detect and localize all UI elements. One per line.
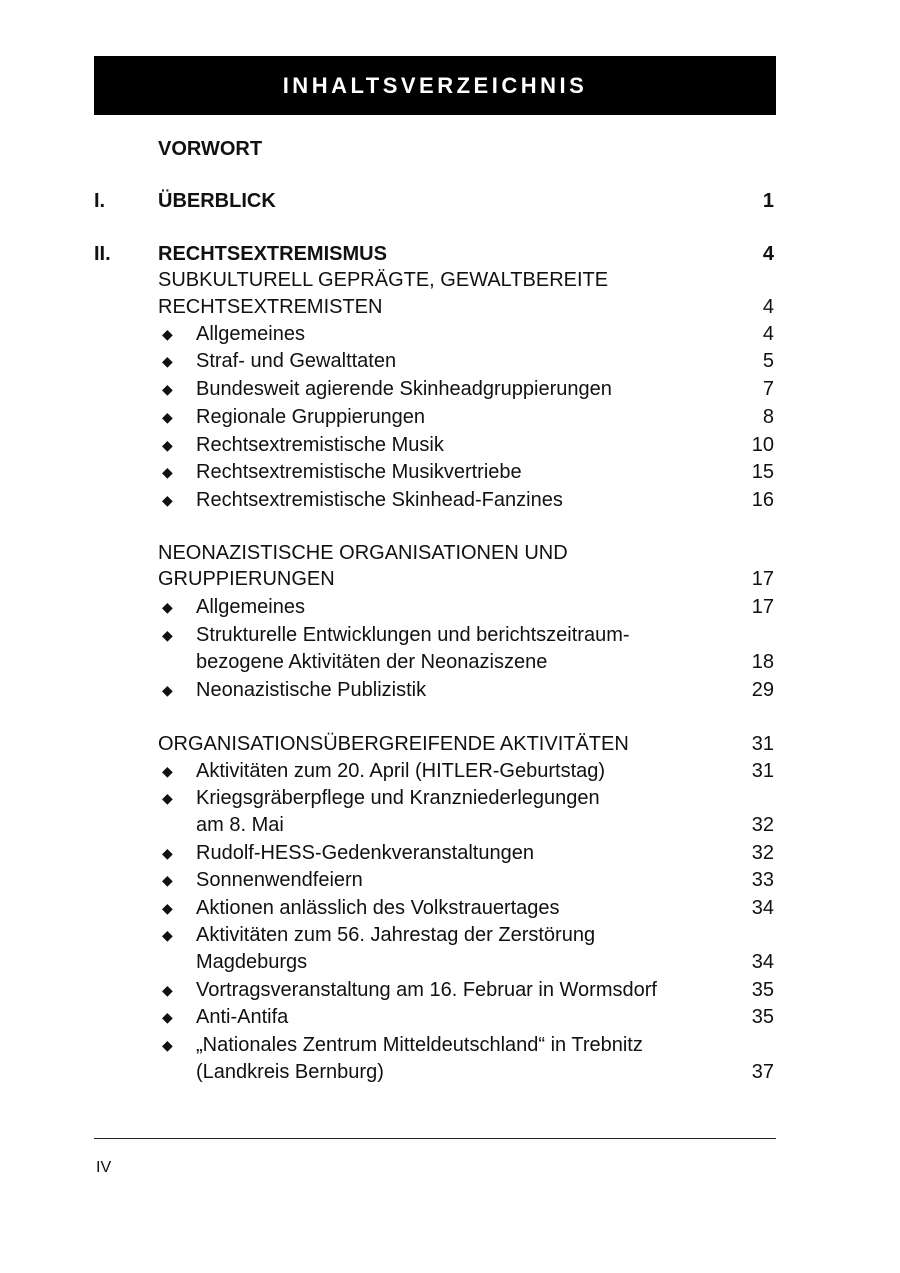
- page-number: 35: [751, 1006, 774, 1028]
- toc-group-heading: [0, 267, 900, 293]
- toc-item-text: bezogene Aktivitäten der Neonaziszene: [196, 651, 548, 673]
- toc-item: [0, 840, 900, 866]
- group-heading-line: ORGANISATIONSÜBERGREIFENDE AKTIVITÄTEN: [158, 733, 629, 755]
- toc-item: [0, 895, 900, 921]
- toc-item-text: Anti-Antifa: [196, 1006, 289, 1028]
- page-number: 4: [762, 296, 774, 318]
- section-number: I.: [94, 190, 106, 212]
- diamond-bullet-icon: ◆: [162, 381, 173, 397]
- toc-item: [0, 459, 900, 485]
- toc-item: [0, 1004, 900, 1030]
- page-number: 15: [751, 461, 774, 483]
- toc-item: [0, 321, 900, 347]
- diamond-bullet-icon: ◆: [162, 1009, 173, 1025]
- diamond-bullet-icon: ◆: [162, 790, 173, 806]
- diamond-bullet-icon: ◆: [162, 682, 173, 698]
- toc-item: [0, 867, 900, 893]
- diamond-bullet-icon: ◆: [162, 492, 173, 508]
- page-number: 34: [751, 951, 774, 973]
- diamond-bullet-icon: ◆: [162, 845, 173, 861]
- toc-item-text: Aktivitäten zum 56. Jahrestag der Zerstörung: [196, 924, 596, 946]
- page-number: 7: [762, 378, 774, 400]
- toc-section-2: [0, 241, 900, 267]
- diamond-bullet-icon: ◆: [162, 1037, 173, 1053]
- group-heading-line: RECHTSEXTREMISTEN: [158, 296, 383, 318]
- toc-item-text: Rechtsextremistische Skinhead-Fanzines: [196, 489, 563, 511]
- group-heading-line: NEONAZISTISCHE ORGANISATIONEN UND: [158, 542, 568, 564]
- page-number: 31: [751, 733, 774, 755]
- group-heading-line: GRUPPIERUNGEN: [158, 568, 335, 590]
- page-title: INHALTSVERZEICHNIS: [94, 56, 776, 115]
- toc-item: [0, 487, 900, 513]
- toc-item-text: Sonnenwendfeiern: [196, 869, 363, 891]
- toc-item-text: Rudolf-HESS-Gedenkveranstaltungen: [196, 842, 534, 864]
- footer-page-number: IV: [96, 1159, 112, 1176]
- diamond-bullet-icon: ◆: [162, 900, 173, 916]
- page-number: 29: [751, 679, 774, 701]
- toc-item: [0, 977, 900, 1003]
- section-title: ÜBERBLICK: [158, 190, 276, 212]
- page-number: 31: [751, 760, 774, 782]
- toc-item-text: Allgemeines: [196, 323, 305, 345]
- group-heading-line: SUBKULTURELL GEPRÄGTE, GEWALTBEREITE: [158, 269, 609, 291]
- diamond-bullet-icon: ◆: [162, 437, 173, 453]
- toc-item: [0, 348, 900, 374]
- toc-item-continuation: [0, 1059, 900, 1085]
- page-number: 10: [751, 434, 774, 456]
- toc-item: [0, 922, 900, 948]
- toc-item-text: Kriegsgräberpflege und Kranzniederlegungen: [196, 787, 600, 809]
- section-number: II.: [94, 243, 111, 265]
- toc-item-text: Rechtsextremistische Musik: [196, 434, 444, 456]
- diamond-bullet-icon: ◆: [162, 763, 173, 779]
- toc-item-text: Vortragsveranstaltung am 16. Februar in Wormsdorf: [196, 979, 657, 1001]
- toc-item: [0, 432, 900, 458]
- toc-item-text: Rechtsextremistische Musikvertriebe: [196, 461, 522, 483]
- page-number: 5: [762, 350, 774, 372]
- toc-group-heading: [0, 566, 900, 592]
- page-number: 32: [751, 842, 774, 864]
- toc-item-text: Bundesweit agierende Skinheadgruppierungen: [196, 378, 612, 400]
- toc-entry-title: VORWORT: [158, 138, 263, 160]
- toc-item: [0, 758, 900, 784]
- diamond-bullet-icon: ◆: [162, 409, 173, 425]
- diamond-bullet-icon: ◆: [162, 326, 173, 342]
- toc-item-text: Strukturelle Entwicklungen und berichtszeitraum-: [196, 624, 630, 646]
- page-number: 33: [751, 869, 774, 891]
- toc-item-text: Straf- und Gewalttaten: [196, 350, 397, 372]
- page-number: 34: [751, 897, 774, 919]
- toc-item-text: „Nationales Zentrum Mitteldeutschland“ in Trebnitz: [196, 1034, 643, 1056]
- diamond-bullet-icon: ◆: [162, 982, 173, 998]
- toc-group-heading: [0, 731, 900, 757]
- toc-entry-vorwort: [0, 136, 900, 162]
- toc-item-continuation: [0, 812, 900, 838]
- toc-item: [0, 785, 900, 811]
- toc-group-heading: [0, 294, 900, 320]
- page-number: 17: [751, 596, 774, 618]
- page-number: 8: [762, 406, 774, 428]
- toc-item-text: Magdeburgs: [196, 951, 308, 973]
- page-number: 18: [751, 651, 774, 673]
- toc-item: [0, 404, 900, 430]
- toc-item-text: Aktionen anlässlich des Volkstrauertages: [196, 897, 560, 919]
- toc-group-heading: [0, 540, 900, 566]
- toc-item-text: Regionale Gruppierungen: [196, 406, 426, 428]
- diamond-bullet-icon: ◆: [162, 599, 173, 615]
- diamond-bullet-icon: ◆: [162, 464, 173, 480]
- page-number: 4: [762, 243, 774, 265]
- toc-item-text: (Landkreis Bernburg): [196, 1061, 384, 1083]
- toc-item-text: Allgemeines: [196, 596, 305, 618]
- diamond-bullet-icon: ◆: [162, 872, 173, 888]
- toc-item: [0, 677, 900, 703]
- toc-item-text: Neonazistische Publizistik: [196, 679, 427, 701]
- page-number: 37: [751, 1061, 774, 1083]
- toc-section-1: [0, 188, 900, 214]
- diamond-bullet-icon: ◆: [162, 627, 173, 643]
- toc-item-text: Aktivitäten zum 20. April (HITLER-Geburtstag): [196, 760, 606, 782]
- page-number: 16: [751, 489, 774, 511]
- page-number: 35: [751, 979, 774, 1001]
- page-number: 4: [762, 323, 774, 345]
- section-title: RECHTSEXTREMISMUS: [158, 243, 387, 265]
- diamond-bullet-icon: ◆: [162, 927, 173, 943]
- toc-item: [0, 376, 900, 402]
- toc-item: [0, 594, 900, 620]
- toc-item-text: am 8. Mai: [196, 814, 284, 836]
- toc-item: [0, 622, 900, 648]
- page-number: 32: [751, 814, 774, 836]
- toc-item: [0, 1032, 900, 1058]
- toc-item-continuation: [0, 949, 900, 975]
- diamond-bullet-icon: ◆: [162, 353, 173, 369]
- toc-item-continuation: [0, 649, 900, 675]
- footer-divider: [94, 1138, 776, 1139]
- page-number: 1: [762, 190, 774, 212]
- page-number: 17: [751, 568, 774, 590]
